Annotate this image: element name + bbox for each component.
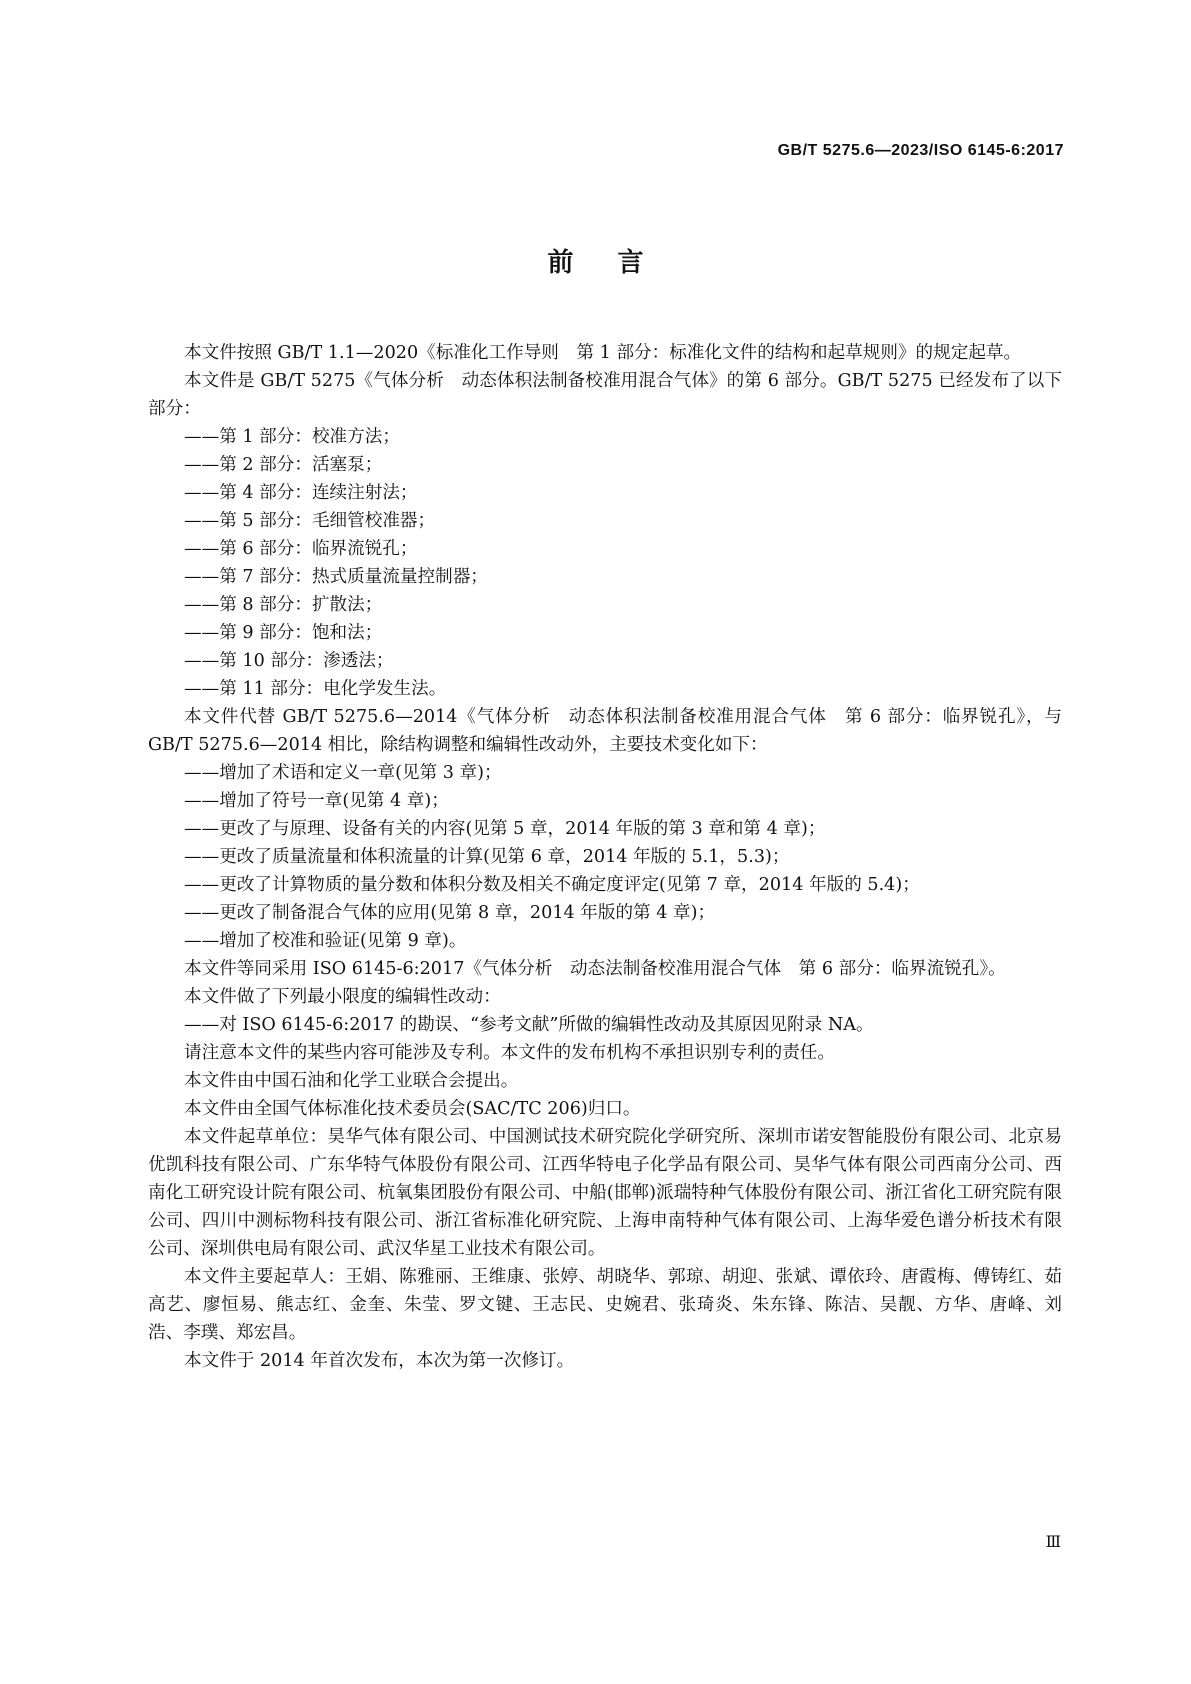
paragraph: 本文件等同采用 ISO 6145-6:2017《气体分析 动态法制备校准用混合气体 第 6 部分：临界流锐孔》。 xyxy=(184,959,1006,979)
list-item: ——第 11 部分：电化学发生法。 xyxy=(184,679,447,699)
standard-code: GB/T 5275.6—2023/ISO 6145-6:2017 xyxy=(777,142,1064,159)
page-title: 前言 xyxy=(547,248,688,278)
list-item: ——第 5 部分：毛细管校准器； xyxy=(184,511,436,531)
list-item: ——第 7 部分：热式质量流量控制器； xyxy=(184,567,488,587)
paragraph: 本文件是 GB/T 5275《气体分析 动态体积法制备校准用混合气体》的第 6 部分。GB/T 5275 已经发布了以下部分： xyxy=(148,371,1062,419)
list-item: ——第 1 部分：校准方法； xyxy=(184,427,400,447)
list-item: ——第 6 部分：临界流锐孔； xyxy=(184,539,418,559)
paragraph: 本文件由全国气体标准化技术委员会(SAC/TC 206)归口。 xyxy=(184,1099,641,1119)
paragraph: 本文件由中国石油和化学工业联合会提出。 xyxy=(184,1071,519,1091)
paragraph: 本文件做了下列最小限度的编辑性改动： xyxy=(184,987,501,1007)
list-item: ——更改了与原理、设备有关的内容(见第 5 章，2014 年版的第 3 章和第 4 章)； xyxy=(184,819,826,839)
list-item: ——更改了质量流量和体积流量的计算(见第 6 章，2014 年版的 5.1，5.3)； xyxy=(184,847,790,867)
paragraph: 本文件于 2014 年首次发布，本次为第一次修订。 xyxy=(184,1351,575,1371)
list-item: ——更改了计算物质的量分数和体积分数及相关不确定度评定(见第 7 章，2014 年版的 5.4)； xyxy=(184,875,920,895)
list-item: ——第 8 部分：扩散法； xyxy=(184,595,383,615)
foreword-body xyxy=(148,339,1062,1375)
paragraph: 本文件按照 GB/T 1.1—2020《标准化工作导则 第 1 部分：标准化文件的结构和起草规则》的规定起草。 xyxy=(184,343,1022,363)
list-item: ——第 10 部分：渗透法； xyxy=(184,651,394,671)
list-item: ——增加了术语和定义一章(见第 3 章)； xyxy=(184,763,502,783)
list-item: ——第 4 部分：连续注射法； xyxy=(184,483,418,503)
list-item: ——增加了符号一章(见第 4 章)； xyxy=(184,791,449,811)
list-item: ——第 2 部分：活塞泵； xyxy=(184,455,383,475)
list-item: ——增加了校准和验证(见第 9 章)。 xyxy=(184,931,467,951)
paragraph: 本文件主要起草人：王娟、陈雅丽、王维康、张婷、胡晓华、郭琼、胡迎、张斌、谭依玲、唐霞梅、傅铸红、茹高艺、廖恒易、熊志红、金奎、朱莹、罗文键、王志民、史婉君、张琦炎、朱东锋、陈洁、吴靓、方华、唐峰、刘浩、李璞、郑宏昌。 xyxy=(148,1267,1062,1343)
page-number: Ⅲ xyxy=(1045,1532,1061,1551)
list-item: ——第 9 部分：饱和法； xyxy=(184,623,383,643)
paragraph: 本文件起草单位：昊华气体有限公司、中国测试技术研究院化学研究所、深圳市诺安智能股份有限公司、北京易优凯科技有限公司、广东华特气体股份有限公司、江西华特电子化学品有限公司、昊华气体有限公司西南分公司、西南化工研究设计院有限公司、杭氧集团股份有限公司、中船(邯郸)派瑞特种气体股份有限公司、浙江省化工研究院有限公司、四川中测标物科技有限公司、浙江省标准化研究院、上海申南特种气体有限公司、上海华爱色谱分析技术有限公司、深圳供电局有限公司、武汉华星工业技术有限公司。 xyxy=(148,1127,1062,1259)
list-item: ——更改了制备混合气体的应用(见第 8 章，2014 年版的第 4 章)； xyxy=(184,903,716,923)
paragraph: 请注意本文件的某些内容可能涉及专利。本文件的发布机构不承担识别专利的责任。 xyxy=(184,1043,835,1063)
paragraph: 本文件代替 GB/T 5275.6—2014《气体分析 动态体积法制备校准用混合气体 第 6 部分：临界锐孔》，与 GB/T 5275.6—2014 相比，除结构调整和编辑性改动外，主要技术变化如下： xyxy=(148,707,1062,755)
list-item: ——对 ISO 6145-6:2017 的勘误、“参考文献”所做的编辑性改动及其原因见附录 NA。 xyxy=(184,1015,874,1035)
